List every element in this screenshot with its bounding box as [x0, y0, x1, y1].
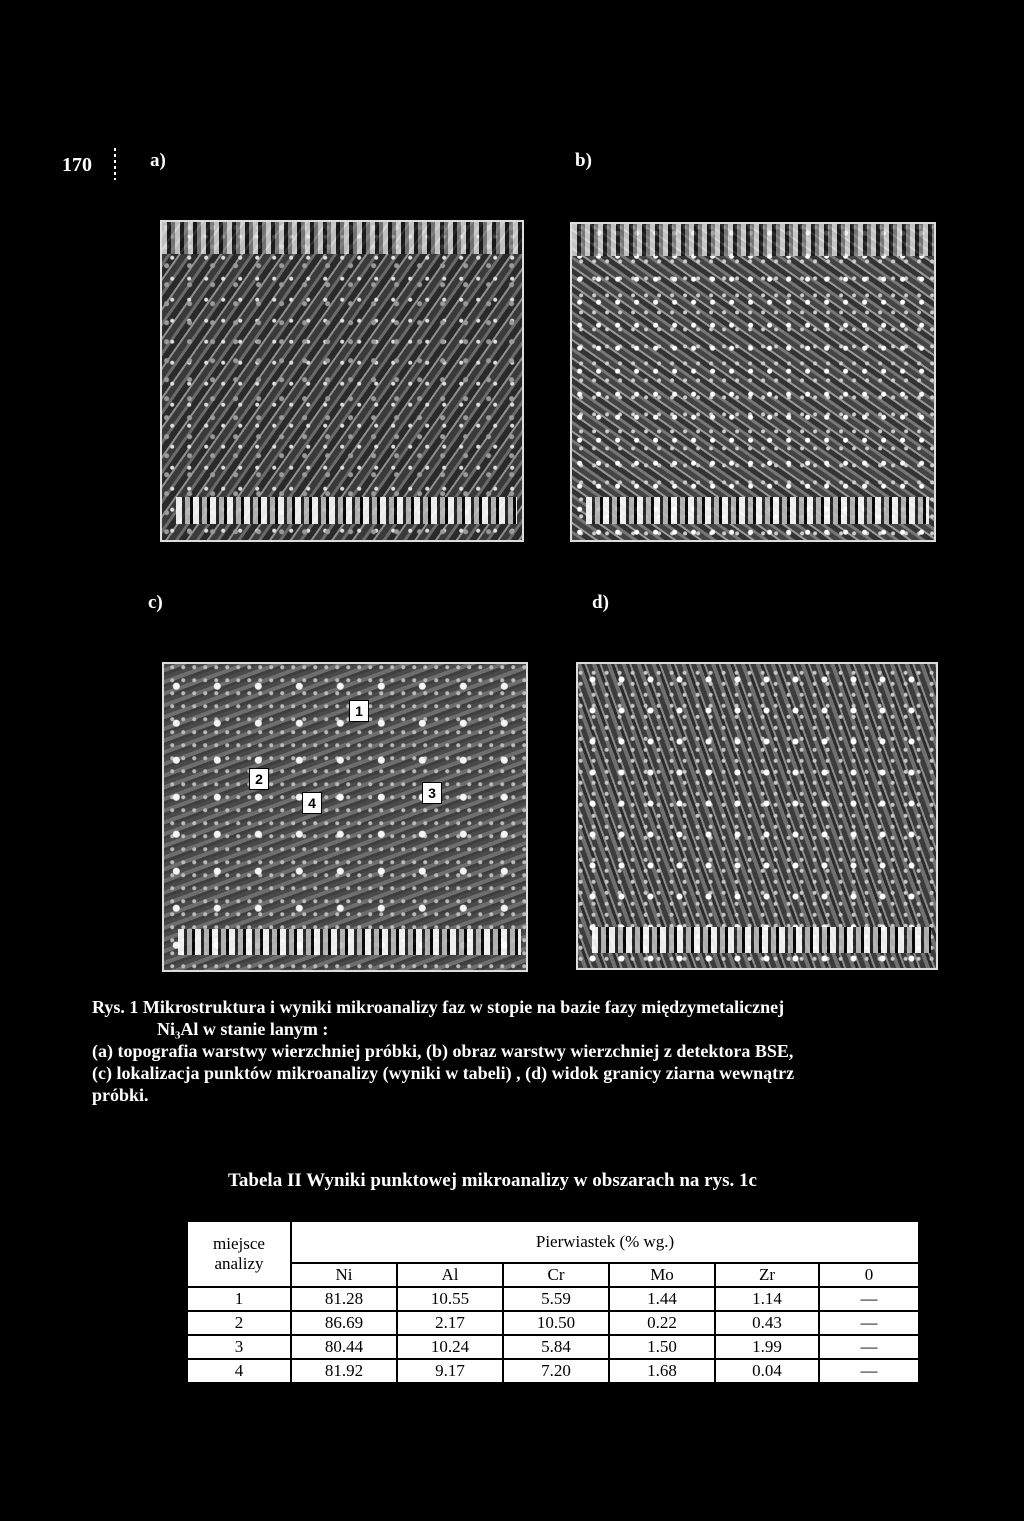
row-id-cell: 3	[187, 1335, 291, 1359]
margin-rule	[114, 148, 116, 180]
table-cell: —	[819, 1287, 919, 1311]
table-row	[187, 1359, 919, 1383]
table-cell: 0.04	[715, 1359, 819, 1383]
micrograph-data-bar	[592, 927, 930, 953]
panel-d-label: d)	[592, 592, 609, 613]
table-cell: 5.84	[503, 1335, 609, 1359]
table-cell: 80.44	[291, 1335, 397, 1359]
micrograph-d	[576, 662, 938, 970]
table-cell: 81.92	[291, 1359, 397, 1383]
row-header-cell: miejsce analizy	[187, 1221, 291, 1287]
micrograph-data-bar	[586, 497, 928, 524]
table-cell: 1.68	[609, 1359, 715, 1383]
analysis-point-marker: 2	[249, 768, 269, 790]
table-cell: 1.44	[609, 1287, 715, 1311]
table-row	[187, 1335, 919, 1359]
table-cell: 86.69	[291, 1311, 397, 1335]
table-cell: 10.55	[397, 1287, 503, 1311]
table-caption: Tabela II Wyniki punktowej mikroanalizy w obszarach na rys. 1c	[228, 1170, 757, 1191]
table-cell: 2.17	[397, 1311, 503, 1335]
microanalysis-table	[186, 1220, 920, 1384]
analysis-point-marker: 1	[349, 700, 369, 722]
row-id-cell: 1	[187, 1287, 291, 1311]
micrograph-c	[162, 662, 528, 972]
table-cell: 81.28	[291, 1287, 397, 1311]
caption-line: próbki.	[92, 1085, 149, 1105]
table-cell: —	[819, 1335, 919, 1359]
figure-caption	[92, 996, 972, 1106]
table-cell: —	[819, 1311, 919, 1335]
table-cell: 1.14	[715, 1287, 819, 1311]
table-cell: 1.50	[609, 1335, 715, 1359]
column-header: Zr	[715, 1263, 819, 1287]
table-cell: 0.22	[609, 1311, 715, 1335]
micrograph-a	[160, 220, 524, 542]
analysis-point-marker: 3	[422, 782, 442, 804]
page-number: 170	[62, 154, 92, 176]
group-header-cell: Pierwiastek (% wg.)	[291, 1221, 919, 1263]
caption-line: (a) topografia warstwy wierzchniej próbki, (b) obraz warstwy wierzchniej z detektora BSE,	[92, 1041, 794, 1061]
caption-line: Rys. 1 Mikrostruktura i wyniki mikroanalizy faz w stopie na bazie fazy międzymetalicznej	[92, 997, 785, 1017]
table-cell: 5.59	[503, 1287, 609, 1311]
micrograph-border-band	[162, 222, 522, 254]
table-cell: 10.24	[397, 1335, 503, 1359]
table-cell: 1.99	[715, 1335, 819, 1359]
column-header: Mo	[609, 1263, 715, 1287]
table-row	[187, 1287, 919, 1311]
table-cell: 0.43	[715, 1311, 819, 1335]
table-row	[187, 1311, 919, 1335]
panel-a-label: a)	[150, 150, 166, 171]
micrograph-data-bar	[178, 929, 520, 955]
column-header: Al	[397, 1263, 503, 1287]
micrograph-data-bar	[176, 497, 516, 524]
table-cell: 7.20	[503, 1359, 609, 1383]
table-cell: 10.50	[503, 1311, 609, 1335]
column-header: Ni	[291, 1263, 397, 1287]
row-id-cell: 2	[187, 1311, 291, 1335]
micrograph-b	[570, 222, 936, 542]
table-cell: 9.17	[397, 1359, 503, 1383]
caption-line: (c) lokalizacja punktów mikroanalizy (wyniki w tabeli) , (d) widok granicy ziarna wewnątrz	[92, 1063, 795, 1083]
table-cell: —	[819, 1359, 919, 1383]
micrograph-border-band	[572, 224, 934, 256]
column-header: 0	[819, 1263, 919, 1287]
analysis-point-marker: 4	[302, 792, 322, 814]
panel-c-label: c)	[148, 592, 163, 613]
column-header: Cr	[503, 1263, 609, 1287]
panel-b-label: b)	[575, 150, 592, 171]
caption-line: Ni₃Al w stanie lanym :	[157, 1019, 329, 1039]
row-id-cell: 4	[187, 1359, 291, 1383]
